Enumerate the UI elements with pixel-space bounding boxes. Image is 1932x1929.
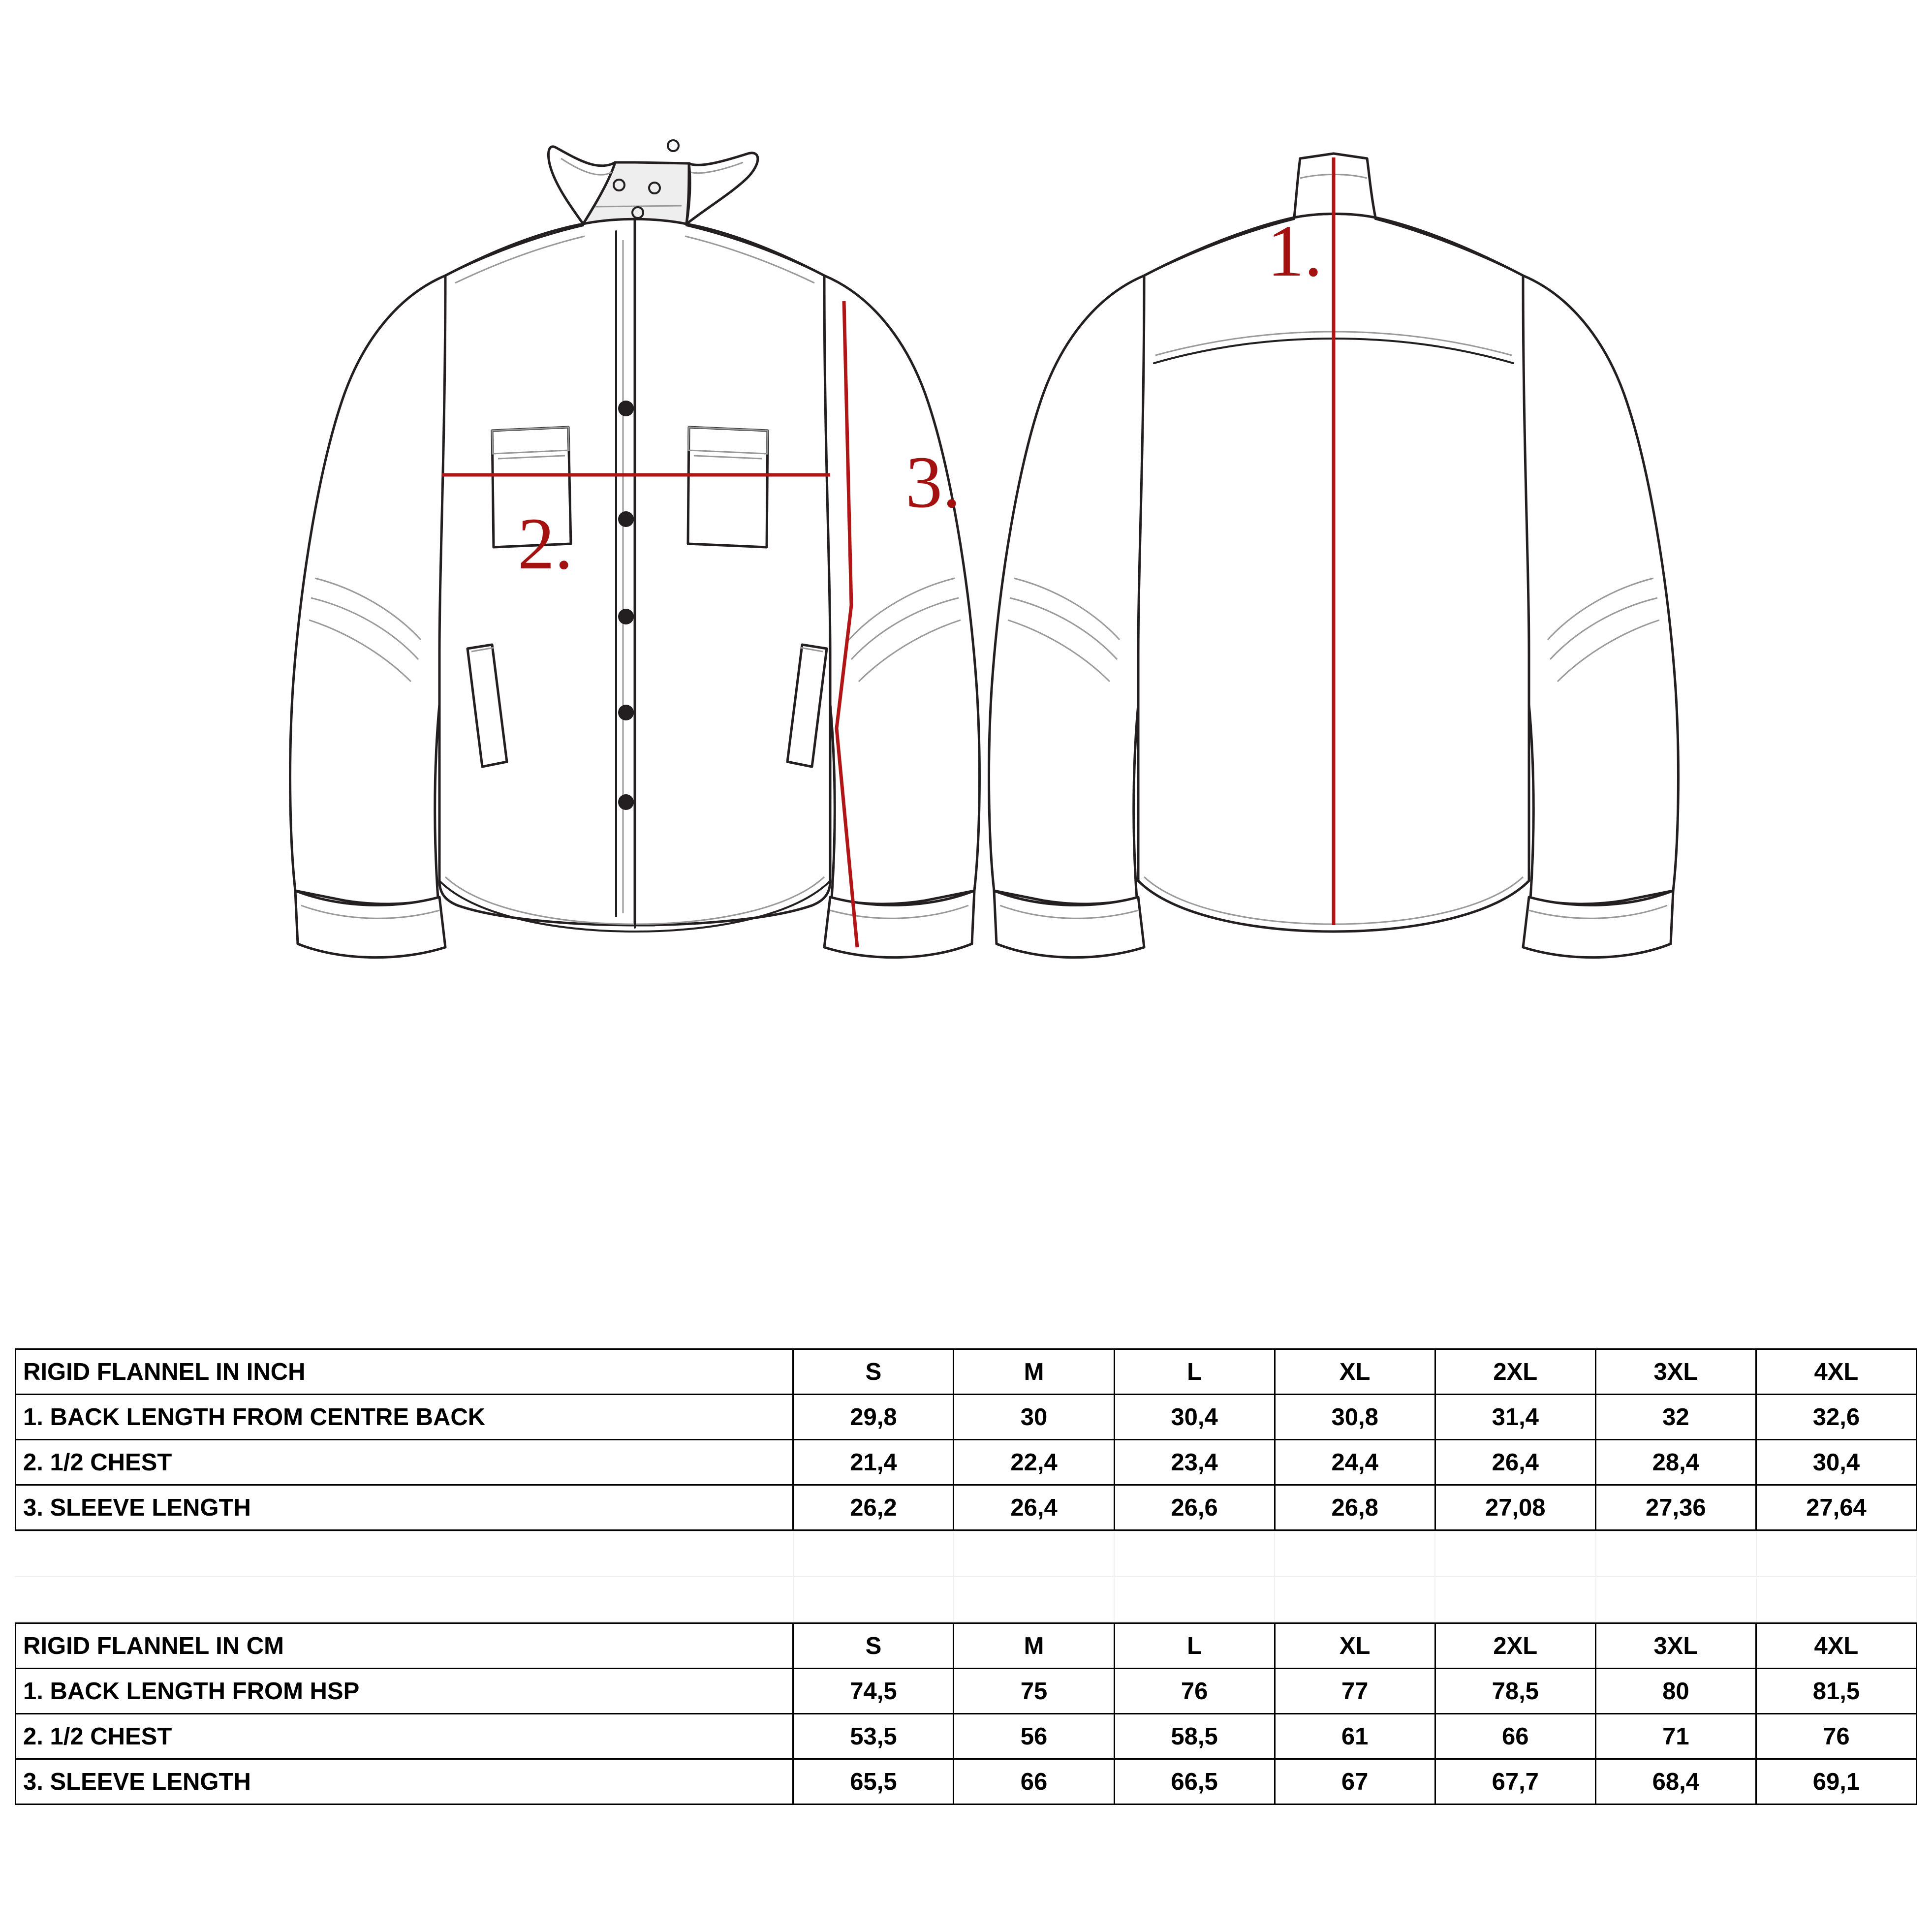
size-col-2xl: 2XL [1435, 1349, 1595, 1395]
cell-value: 30 [954, 1395, 1114, 1440]
size-col-2xl: 2XL [1435, 1623, 1595, 1669]
table-row [16, 1714, 1917, 1759]
cell-value: 74,5 [793, 1669, 954, 1714]
cell-value: 31,4 [1435, 1395, 1595, 1440]
cell-value: 23,4 [1114, 1440, 1275, 1485]
cell-value: 27,64 [1756, 1485, 1916, 1530]
spacer-cell [954, 1577, 1114, 1622]
cell-value: 30,8 [1275, 1395, 1435, 1440]
size-col-3xl: 3XL [1595, 1349, 1756, 1395]
spacer-cell [1596, 1577, 1756, 1622]
cell-value: 61 [1275, 1714, 1435, 1759]
cell-value: 66,5 [1114, 1759, 1275, 1805]
cell-value: 28,4 [1595, 1440, 1756, 1485]
spacer-row [15, 1531, 1917, 1577]
cell-value: 80 [1595, 1669, 1756, 1714]
cell-value: 26,2 [793, 1485, 954, 1530]
cell-value: 67,7 [1435, 1759, 1595, 1805]
callout-3-label: 3. [905, 441, 961, 523]
cell-value: 26,6 [1114, 1485, 1275, 1530]
size-col-l: L [1114, 1349, 1275, 1395]
spacer-cell [1114, 1531, 1275, 1577]
cell-value: 75 [954, 1669, 1114, 1714]
size-tables [15, 1348, 1917, 1805]
size-col-m: M [954, 1623, 1114, 1669]
cell-value: 58,5 [1114, 1714, 1275, 1759]
table-row [16, 1440, 1917, 1485]
cell-value: 68,4 [1595, 1759, 1756, 1805]
cell-value: 81,5 [1756, 1669, 1916, 1714]
size-col-3xl: 3XL [1595, 1623, 1756, 1669]
cell-value: 78,5 [1435, 1669, 1595, 1714]
size-col-m: M [954, 1349, 1114, 1395]
table-header-row [16, 1349, 1917, 1395]
callout-1-label: 1. [1267, 210, 1323, 292]
front-button [618, 705, 634, 720]
cm-table [15, 1622, 1917, 1805]
spacer-cell [1275, 1531, 1435, 1577]
size-col-4xl: 4XL [1756, 1349, 1916, 1395]
cell-value: 30,4 [1114, 1395, 1275, 1440]
cell-value: 77 [1275, 1669, 1435, 1714]
table-row [16, 1759, 1917, 1805]
cell-value: 32,6 [1756, 1395, 1916, 1440]
cell-value: 76 [1114, 1669, 1275, 1714]
spacer-cell [1596, 1531, 1756, 1577]
size-col-s: S [793, 1349, 954, 1395]
row-label: 2. 1/2 CHEST [16, 1440, 793, 1485]
cell-value: 76 [1756, 1714, 1916, 1759]
row-label: 3. SLEEVE LENGTH [16, 1485, 793, 1530]
front-view [290, 140, 980, 958]
cell-value: 56 [954, 1714, 1114, 1759]
size-col-l: L [1114, 1623, 1275, 1669]
size-col-s: S [793, 1623, 954, 1669]
cell-value: 53,5 [793, 1714, 954, 1759]
table-row [16, 1485, 1917, 1530]
cell-value: 22,4 [954, 1440, 1114, 1485]
cell-value: 26,4 [1435, 1440, 1595, 1485]
front-button [618, 401, 634, 416]
row-label: 1. BACK LENGTH FROM CENTRE BACK [16, 1395, 793, 1440]
table-row [16, 1669, 1917, 1714]
spacer-cell [1114, 1577, 1275, 1622]
row-label: 2. 1/2 CHEST [16, 1714, 793, 1759]
front-button [618, 511, 634, 527]
size-col-4xl: 4XL [1756, 1623, 1916, 1669]
cm-table-title: RIGID FLANNEL IN CM [16, 1623, 793, 1669]
cell-value: 24,4 [1275, 1440, 1435, 1485]
spacer-cell [1435, 1577, 1595, 1622]
spacer-cell [15, 1531, 793, 1577]
row-label: 3. SLEEVE LENGTH [16, 1759, 793, 1805]
cell-value: 69,1 [1756, 1759, 1916, 1805]
inch-table-title: RIGID FLANNEL IN INCH [16, 1349, 793, 1395]
size-col-xl: XL [1275, 1349, 1435, 1395]
cell-value: 26,4 [954, 1485, 1114, 1530]
cell-value: 32 [1595, 1395, 1756, 1440]
cell-value: 71 [1595, 1714, 1756, 1759]
cell-value: 21,4 [793, 1440, 954, 1485]
table-spacer [15, 1531, 1917, 1622]
row-label: 1. BACK LENGTH FROM HSP [16, 1669, 793, 1714]
front-button [618, 609, 634, 624]
spacer-cell [1756, 1531, 1917, 1577]
spacer-cell [15, 1577, 793, 1622]
table-header-row [16, 1623, 1917, 1669]
table-row [16, 1395, 1917, 1440]
cell-value: 66 [954, 1759, 1114, 1805]
spacer-cell [793, 1577, 954, 1622]
spacer-cell [1275, 1577, 1435, 1622]
cell-value: 26,8 [1275, 1485, 1435, 1530]
cell-value: 66 [1435, 1714, 1595, 1759]
chest-pocket-right [688, 427, 768, 547]
spacer-cell [954, 1531, 1114, 1577]
callout-2-label: 2. [518, 503, 573, 585]
cell-value: 27,36 [1595, 1485, 1756, 1530]
spacer-row [15, 1577, 1917, 1622]
inch-table [15, 1348, 1917, 1531]
cell-value: 67 [1275, 1759, 1435, 1805]
front-button [618, 794, 634, 810]
cell-value: 65,5 [793, 1759, 954, 1805]
spacer-cell [1435, 1531, 1595, 1577]
size-col-xl: XL [1275, 1623, 1435, 1669]
spacer-cell [1756, 1577, 1917, 1622]
spacer-cell [793, 1531, 954, 1577]
cell-value: 29,8 [793, 1395, 954, 1440]
back-view [989, 154, 1679, 958]
cell-value: 27,08 [1435, 1485, 1595, 1530]
cell-value: 30,4 [1756, 1440, 1916, 1485]
